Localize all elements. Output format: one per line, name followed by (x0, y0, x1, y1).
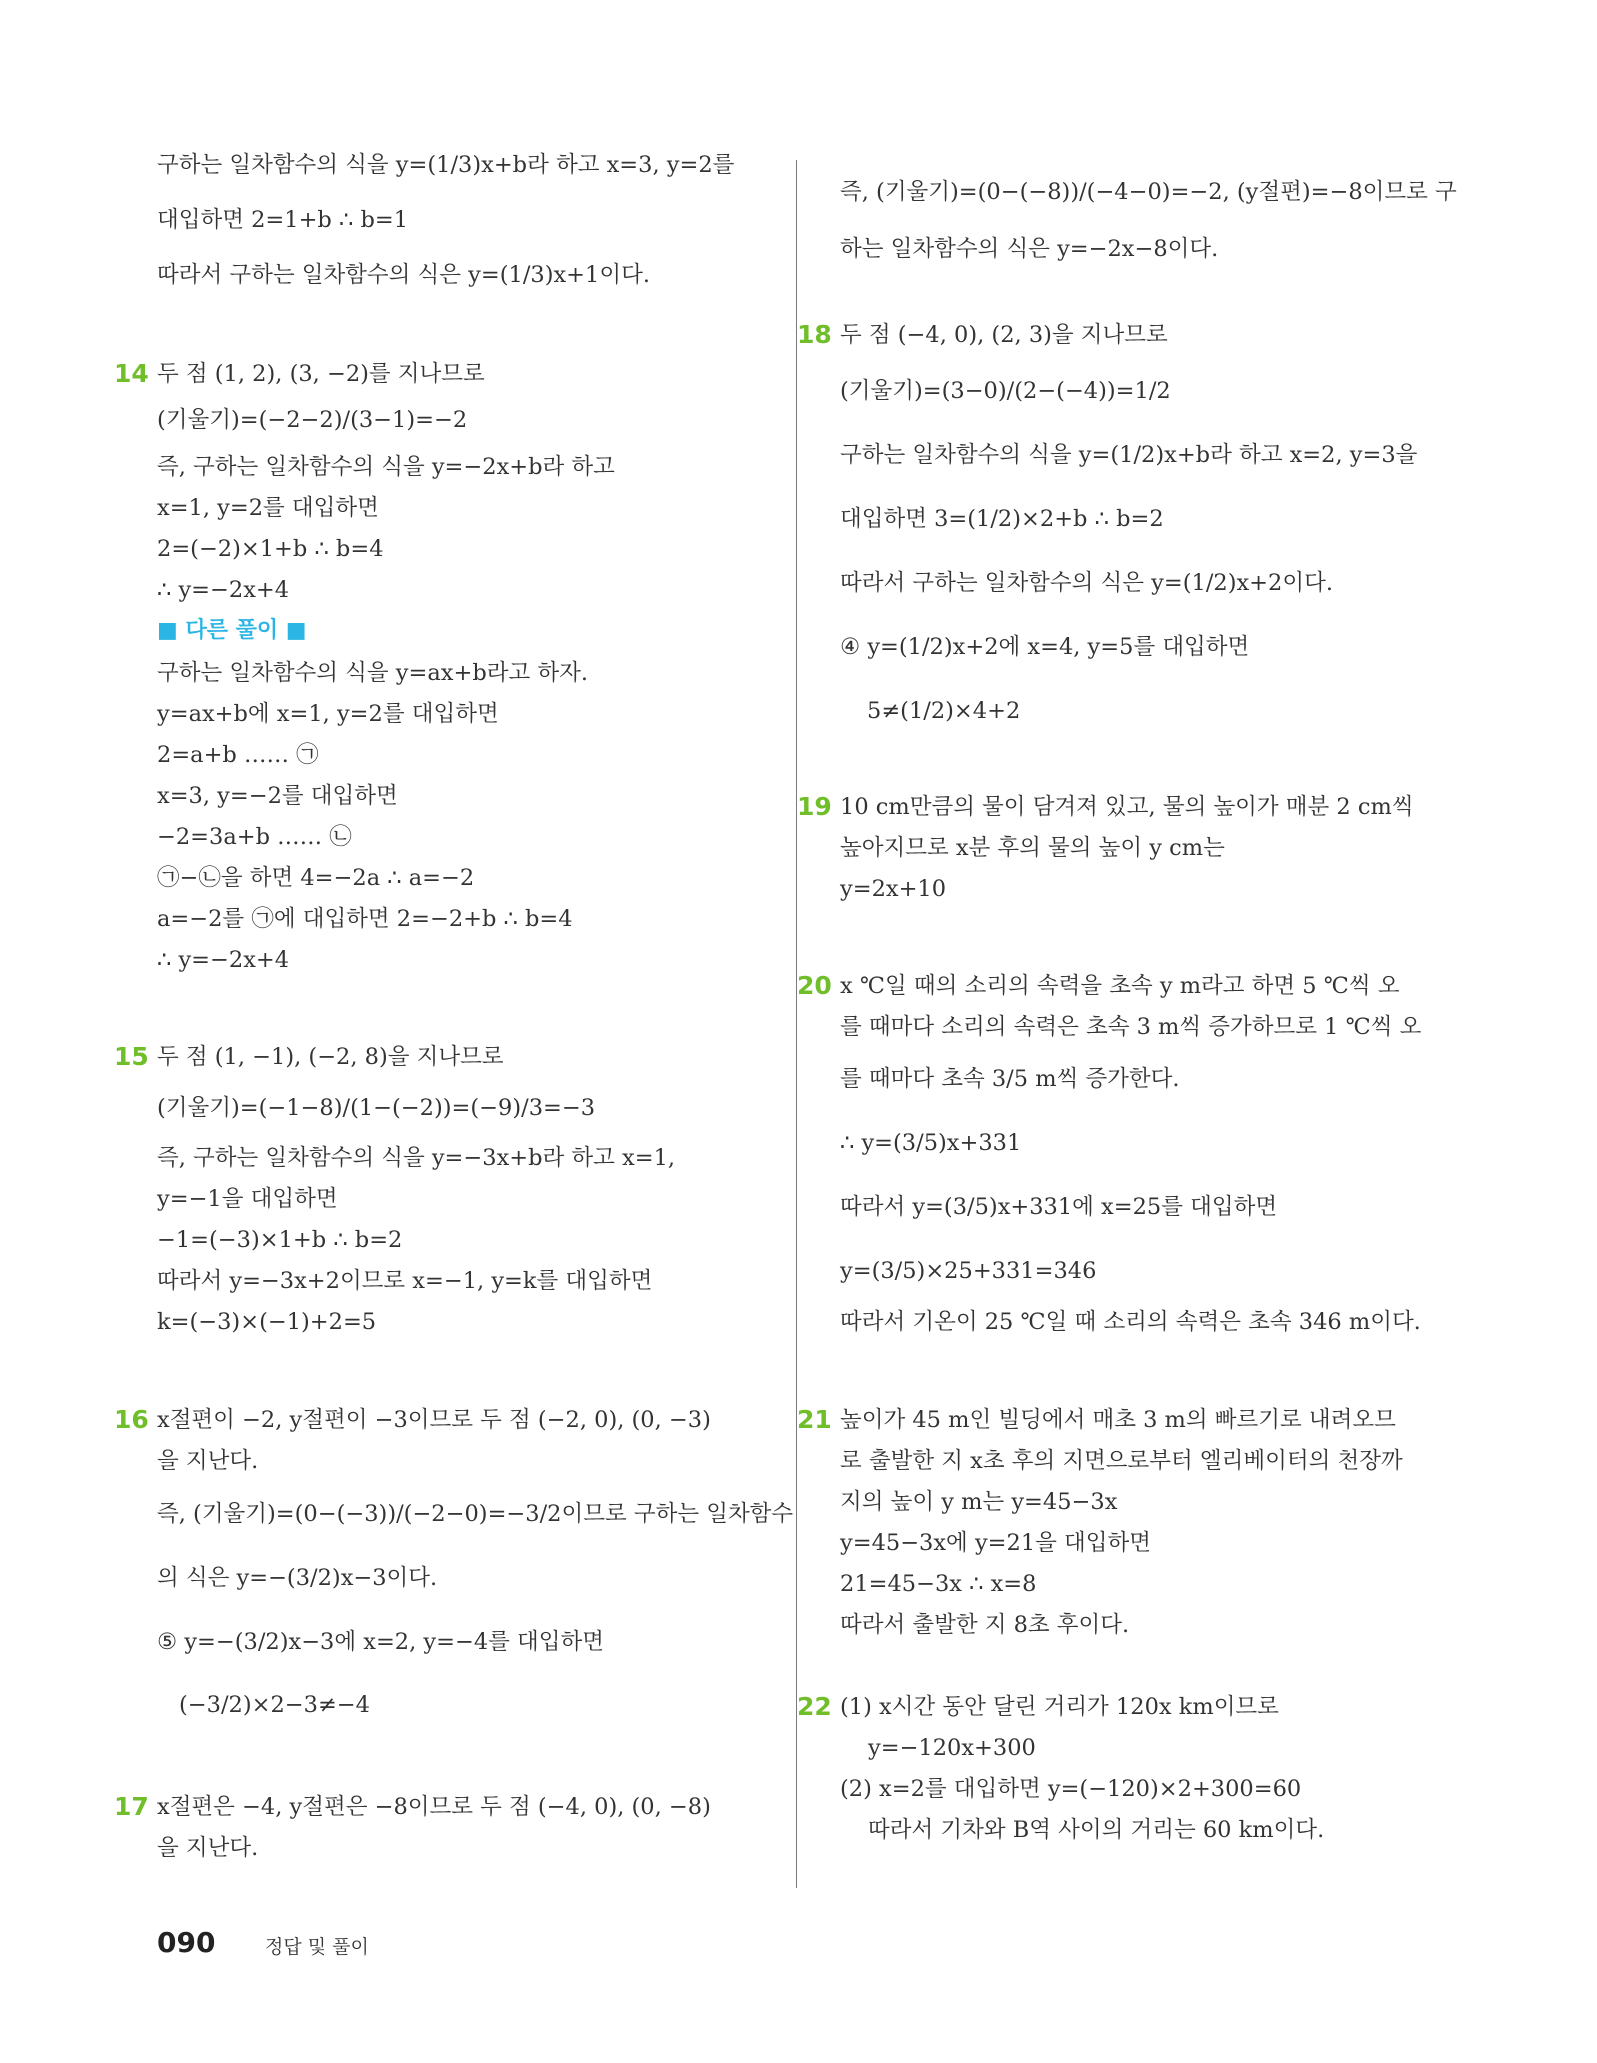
text-line: ㉠−㉡을 하면 4=−2a ∴ a=−2 (157, 865, 475, 891)
text-line: y=(3/5)×25+331=346 (840, 1258, 1097, 1284)
text-line: −1=(−3)×1+b ∴ b=2 (157, 1227, 403, 1253)
problem-number-17: 17 (114, 1792, 149, 1821)
text-line: 즉, 구하는 일차함수의 식을 y=−2x+b라 하고 (157, 454, 615, 480)
text-line: x=3, y=−2를 대입하면 (157, 783, 398, 809)
text-line: 을 지난다. (157, 1448, 259, 1474)
text-line: x=1, y=2를 대입하면 (157, 495, 379, 521)
page-number: 090 (157, 1926, 216, 1959)
text-line: 구하는 일차함수의 식을 y=(1/3)x+b라 하고 x=3, y=2를 (157, 152, 735, 178)
text-line: 2=(−2)×1+b ∴ b=4 (157, 536, 384, 562)
text-line: 두 점 (1, −1), (−2, 8)을 지나므로 (157, 1044, 504, 1070)
text-line: 구하는 일차함수의 식을 y=(1/2)x+b라 하고 x=2, y=3을 (840, 442, 1418, 468)
problem-number-15: 15 (114, 1042, 149, 1071)
text-line: 따라서 구하는 일차함수의 식은 y=(1/3)x+1이다. (157, 262, 650, 288)
text-line: ∴ y=(3/5)x+331 (840, 1130, 1022, 1156)
problem-number-18: 18 (797, 320, 832, 349)
text-line: y=45−3x에 y=21을 대입하면 (840, 1530, 1151, 1556)
text-line: 높이가 45 m인 빌딩에서 매초 3 m의 빠르기로 내려오므 (840, 1407, 1396, 1433)
text-line: 5≠(1/2)×4+2 (867, 698, 1021, 724)
text-line: 로 출발한 지 x초 후의 지면으로부터 엘리베이터의 천장까 (840, 1448, 1403, 1474)
text-line: y=ax+b에 x=1, y=2를 대입하면 (157, 701, 499, 727)
problem-number-16: 16 (114, 1405, 149, 1434)
text-line: ⑤ y=−(3/2)x−3에 x=2, y=−4를 대입하면 (157, 1629, 604, 1655)
problem-number-22: 22 (797, 1692, 832, 1721)
text-line: 따라서 구하는 일차함수의 식은 y=(1/2)x+2이다. (840, 570, 1333, 596)
text-line: 따라서 기차와 B역 사이의 거리는 60 km이다. (868, 1817, 1325, 1843)
text-line: 따라서 기온이 25 ℃일 때 소리의 속력은 초속 346 m이다. (840, 1309, 1421, 1335)
text-line: 즉, (기울기)=(0−(−3))/(−2−0)=−3/2이므로 구하는 일차함수 (157, 1501, 794, 1527)
footer-label: 정답 및 풀이 (265, 1936, 369, 1958)
text-line: 의 식은 y=−(3/2)x−3이다. (157, 1565, 438, 1591)
text-line: 2=a+b …… ㉠ (157, 742, 319, 768)
text-line: (기울기)=(−1−8)/(1−(−2))=(−9)/3=−3 (157, 1095, 596, 1121)
text-line: 두 점 (−4, 0), (2, 3)을 지나므로 (840, 322, 1168, 348)
text-line: (기울기)=(3−0)/(2−(−4))=1/2 (840, 378, 1171, 404)
text-line: x절편은 −4, y절편은 −8이므로 두 점 (−4, 0), (0, −8) (157, 1794, 711, 1820)
text-line: 따라서 출발한 지 8초 후이다. (840, 1612, 1130, 1638)
text-line: 를 때마다 소리의 속력은 초속 3 m씩 증가하므로 1 ℃씩 오 (840, 1014, 1422, 1040)
text-line: 를 때마다 초속 3/5 m씩 증가한다. (840, 1066, 1180, 1092)
text-line: (2) x=2를 대입하면 y=(−120)×2+300=60 (840, 1776, 1302, 1802)
text-line: 높아지므로 x분 후의 물의 높이 y cm는 (840, 835, 1225, 861)
column-divider (796, 160, 797, 1888)
text-line: 10 cm만큼의 물이 담겨져 있고, 물의 높이가 매분 2 cm씩 (840, 794, 1414, 820)
text-line: 대입하면 2=1+b ∴ b=1 (157, 207, 409, 233)
text-line: x ℃일 때의 소리의 속력을 초속 y m라고 하면 5 ℃씩 오 (840, 973, 1400, 999)
text-line: 하는 일차함수의 식은 y=−2x−8이다. (840, 236, 1219, 262)
text-line: ④ y=(1/2)x+2에 x=4, y=5를 대입하면 (840, 634, 1250, 660)
problem-number-19: 19 (797, 792, 832, 821)
text-line: 따라서 y=−3x+2이므로 x=−1, y=k를 대입하면 (157, 1268, 653, 1294)
text-line: 지의 높이 y m는 y=45−3x (840, 1489, 1118, 1515)
text-line: 즉, 구하는 일차함수의 식을 y=−3x+b라 하고 x=1, (157, 1145, 676, 1171)
problem-number-20: 20 (797, 971, 832, 1000)
text-line: 21=45−3x ∴ x=8 (840, 1571, 1037, 1597)
text-line: y=2x+10 (840, 876, 947, 902)
text-line: ∴ y=−2x+4 (157, 947, 290, 973)
text-line: −2=3a+b …… ㉡ (157, 824, 352, 850)
text-line: x절편이 −2, y절편이 −3이므로 두 점 (−2, 0), (0, −3) (157, 1407, 711, 1433)
text-line: (기울기)=(−2−2)/(3−1)=−2 (157, 407, 468, 433)
text-line: 따라서 y=(3/5)x+331에 x=25를 대입하면 (840, 1194, 1278, 1220)
text-line: 을 지난다. (157, 1835, 259, 1861)
problem-number-14: 14 (114, 359, 149, 388)
text-line: y=−120x+300 (868, 1735, 1036, 1761)
text-line: 구하는 일차함수의 식을 y=ax+b라고 하자. (157, 660, 588, 686)
text-line: a=−2를 ㉠에 대입하면 2=−2+b ∴ b=4 (157, 906, 573, 932)
text-line: (−3/2)×2−3≠−4 (179, 1692, 370, 1718)
alternative-solution-heading: ■ 다른 풀이 ■ (157, 618, 307, 643)
text-line: y=−1을 대입하면 (157, 1186, 338, 1212)
text-line: (1) x시간 동안 달린 거리가 120x km이므로 (840, 1694, 1279, 1720)
text-line: 두 점 (1, 2), (3, −2)를 지나므로 (157, 361, 485, 387)
problem-number-21: 21 (797, 1405, 832, 1434)
text-line: k=(−3)×(−1)+2=5 (157, 1309, 377, 1335)
text-line: ∴ y=−2x+4 (157, 577, 290, 603)
text-line: 대입하면 3=(1/2)×2+b ∴ b=2 (840, 506, 1164, 532)
text-line: 즉, (기울기)=(0−(−8))/(−4−0)=−2, (y절편)=−8이므로 구 (840, 179, 1457, 205)
